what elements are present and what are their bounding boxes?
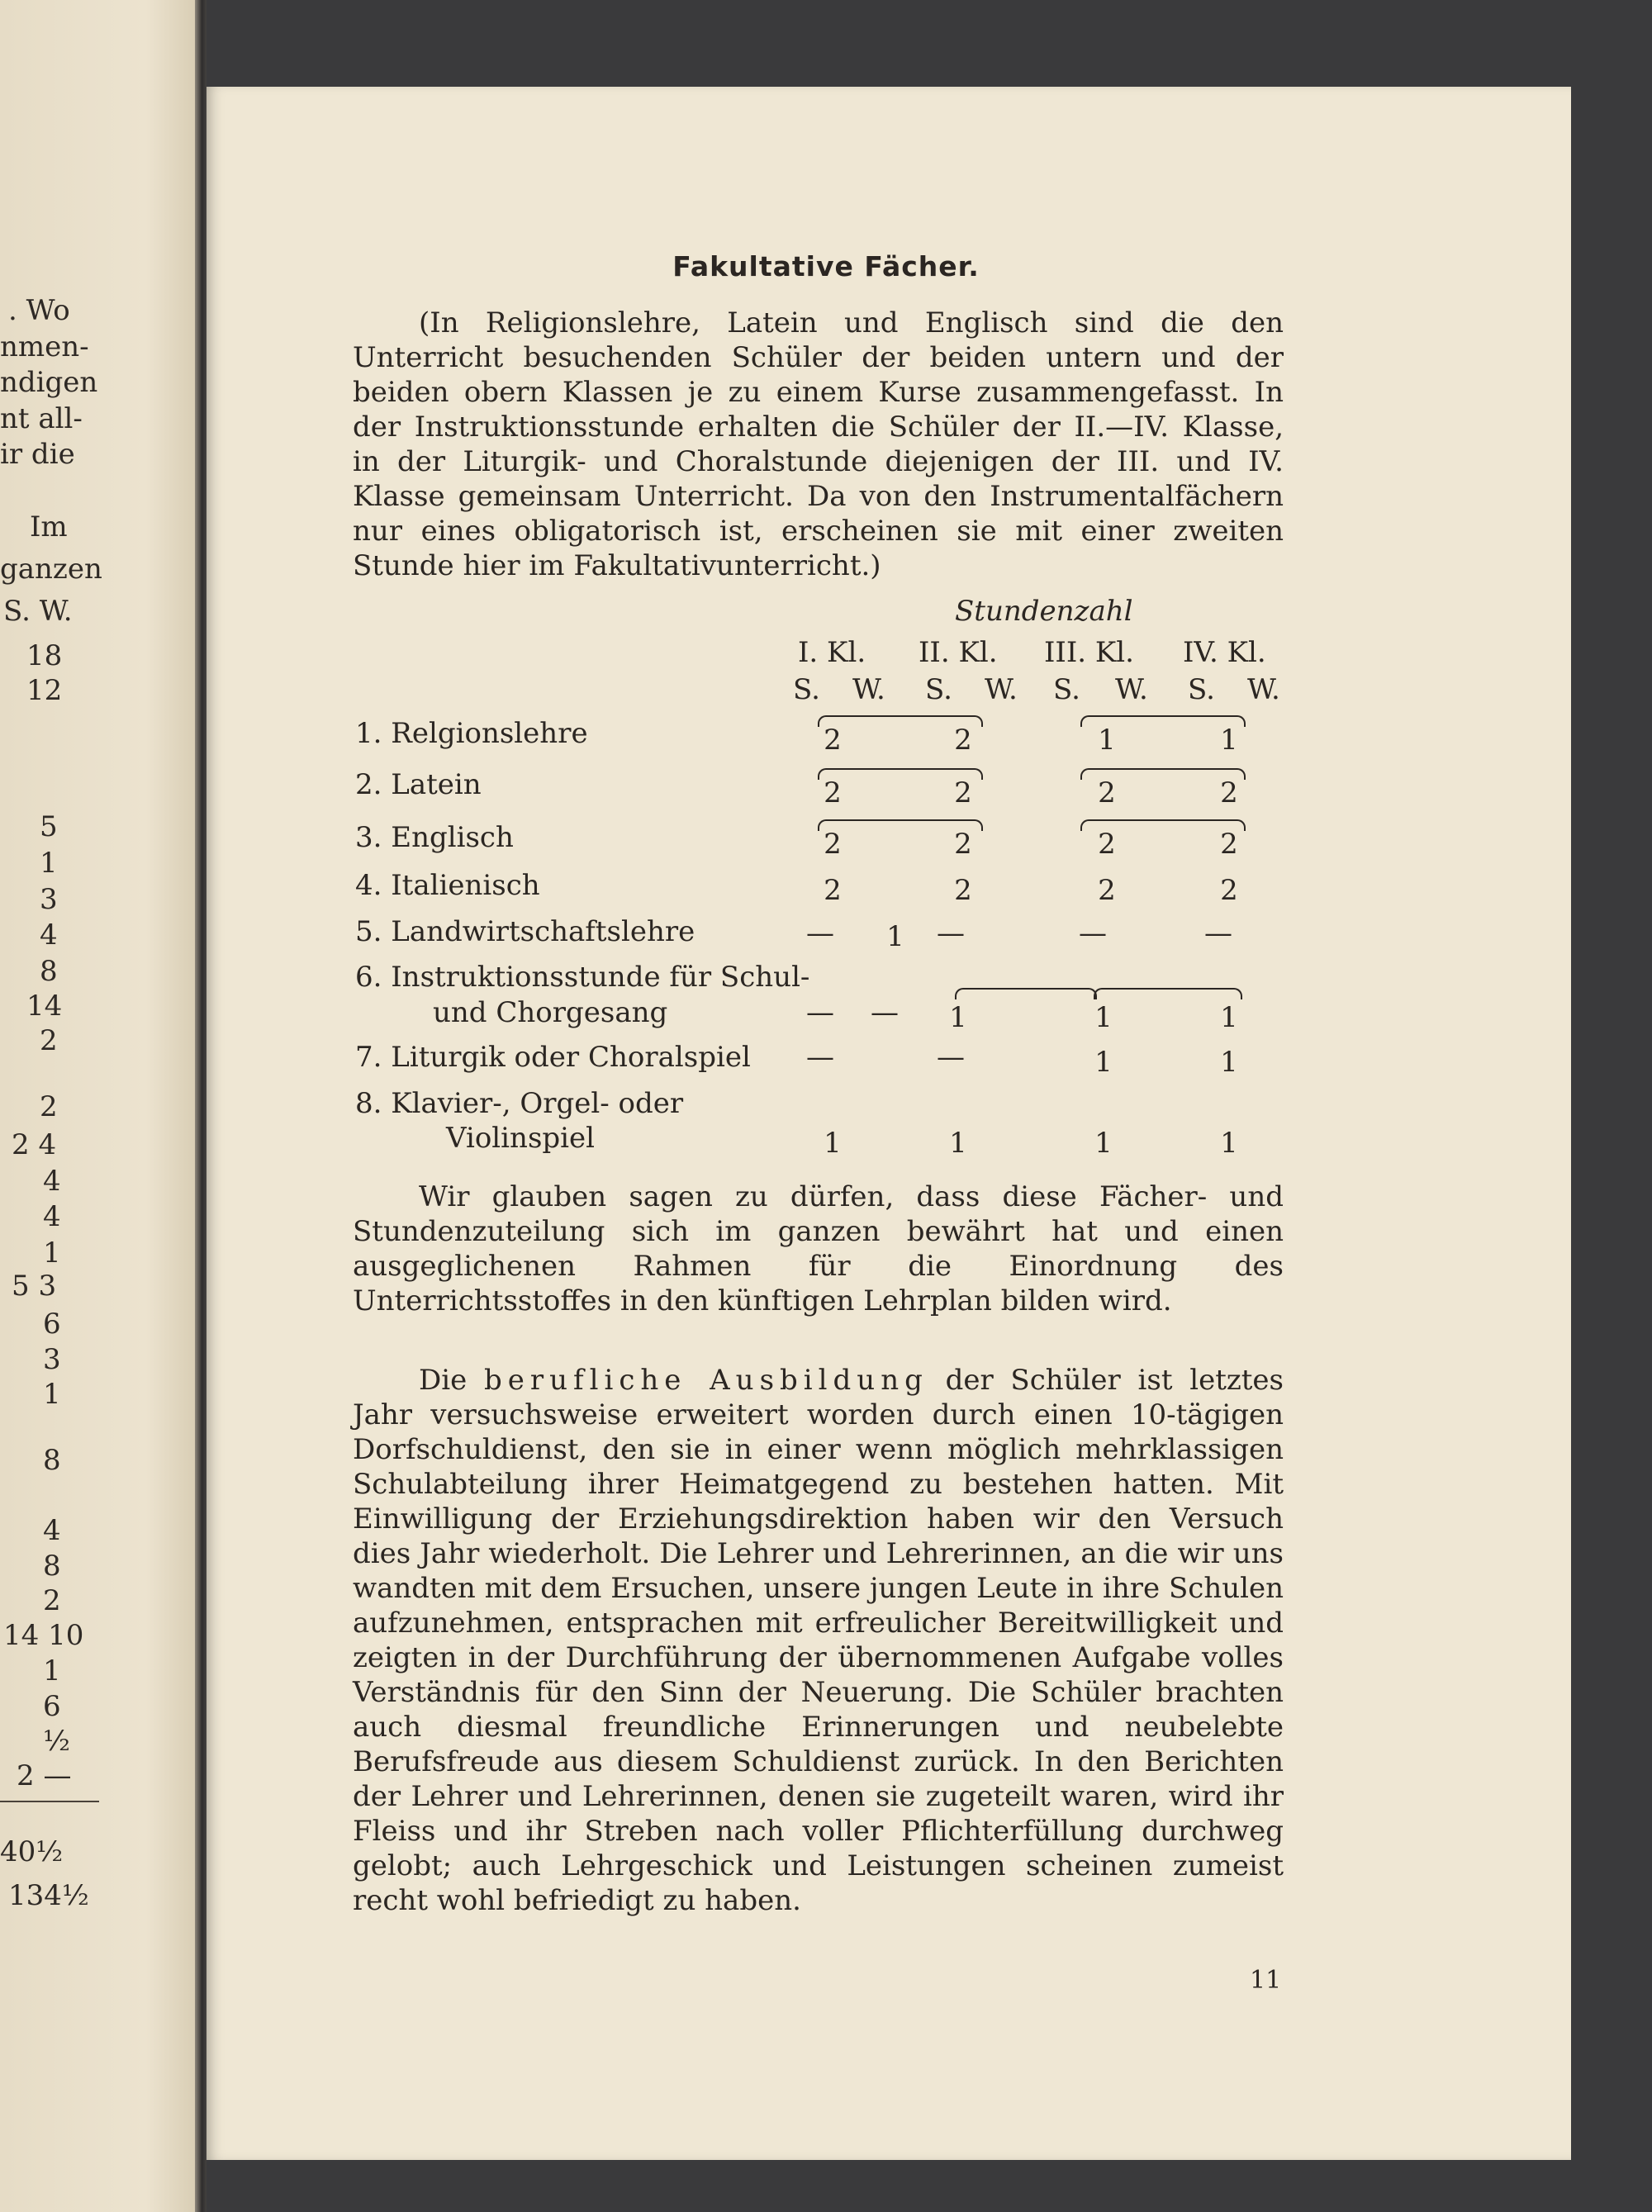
semester-header: W. <box>1115 673 1148 706</box>
left-text-line: nmen- <box>0 330 89 363</box>
left-text-line: 1 <box>43 1654 61 1687</box>
left-text-line: ir die <box>0 438 75 471</box>
left-text-line: 4 <box>43 1514 61 1547</box>
left-text-line: 4 <box>43 1200 61 1233</box>
subject-label: 3. Englisch <box>355 821 514 854</box>
left-text-line: Im <box>30 510 68 544</box>
hours-value: 2 <box>824 776 842 809</box>
left-text-line: ½ <box>43 1725 70 1758</box>
hours-value: — <box>1079 917 1107 950</box>
intro-paragraph <box>353 306 1284 583</box>
training-paragraph <box>353 1363 1284 1918</box>
left-text-line: 4 <box>40 919 58 952</box>
left-page-fragment <box>0 0 195 2212</box>
left-text-line: 2 4 <box>12 1128 57 1161</box>
left-text-line: 2 — <box>17 1759 72 1792</box>
left-text-line: 12 <box>26 674 63 707</box>
hours-value: 1 <box>1220 1001 1238 1034</box>
subject-label: 4. Italienisch <box>355 869 540 902</box>
hours-value: 1 <box>1094 1127 1113 1160</box>
hours-value: 2 <box>824 724 842 757</box>
left-text-line: 14 10 <box>3 1619 84 1652</box>
left-text-line: 8 <box>43 1444 61 1477</box>
hours-value: 1 <box>1220 724 1238 757</box>
semester-header: W. <box>1247 673 1280 706</box>
hours-value: 1 <box>824 1127 842 1160</box>
class-header: III. Kl. <box>1044 636 1134 669</box>
left-text-line: nt all- <box>0 402 83 435</box>
hours-value: — <box>937 917 965 950</box>
left-text-line: 40½ <box>0 1835 64 1868</box>
semester-header: W. <box>985 673 1018 706</box>
left-text-line: 1 <box>43 1237 61 1270</box>
semester-header: S. <box>793 673 820 706</box>
spaced-emphasis: berufliche Ausbildung <box>483 1364 928 1397</box>
hours-value: 1 <box>1220 1046 1238 1079</box>
hours-value: 2 <box>824 874 842 907</box>
hours-value: 2 <box>1220 776 1238 809</box>
hours-value: 2 <box>1220 828 1238 861</box>
hours-value: 2 <box>954 828 972 861</box>
hours-value: 2 <box>1220 874 1238 907</box>
left-text-line: 8 <box>43 1550 61 1583</box>
hours-value: 1 <box>886 920 904 953</box>
left-text-line: 6 <box>43 1690 61 1723</box>
hours-value: — <box>871 996 899 1029</box>
hours-value: — <box>806 1041 834 1074</box>
hours-value: 1 <box>1220 1127 1238 1160</box>
semester-header: S. <box>1053 673 1080 706</box>
left-text-line: 1 <box>43 1378 61 1411</box>
hours-value: 2 <box>1098 828 1116 861</box>
semester-header: S. <box>1188 673 1215 706</box>
hours-value: 1 <box>949 1127 967 1160</box>
sum-rule <box>0 1801 99 1802</box>
class-header: I. Kl. <box>798 636 866 669</box>
left-text-line: ganzen <box>0 553 102 586</box>
left-text-line: 3 <box>40 883 58 916</box>
hours-value: — <box>806 996 834 1029</box>
hours-value: 2 <box>824 828 842 861</box>
training-start: Die <box>419 1364 468 1397</box>
subject-label: 2. Latein <box>355 768 482 801</box>
semester-header: S. <box>925 673 952 706</box>
left-text-line: 4 <box>43 1165 61 1198</box>
left-text-line: 6 <box>43 1308 61 1341</box>
hours-value: — <box>1204 917 1232 950</box>
training-text: der Schüler ist letztes Jahr versuchsweise erweitert worden durch einen 10-tägigen Dorfschuldienst, den sie in einer wenn möglich mehrklassigen Schulabteilung ihrer Heimatgegend zu bestehen hatten. Mit Einwilligung der Erziehungsdirektion haben wir den Versuch dies Jahr wiederholt. Die Lehrer und Lehrerinnen, an die wir uns wandten mit dem Ersuchen, unsere jungen Leute in ihre Schulen aufzunehmen, entsprachen mit erfreulicher Bereitwilligkeit und zeigten in der Durchführung der übernommenen Aufgabe volles Verständnis für den Sinn der Neuerung. Die Schüler brachten auch diesmal freundliche Erinnerungen und neubelebte Berufsfreude aus diesem Schuldienst zurück. In den Berichten der Lehrer und Lehrerinnen, denen sie zugeteilt waren, wird ihr Fleiss und ihr Streben nach voller Pflichterfüllung durchweg gelobt; auch Lehrgeschick und Leistungen scheinen zumeist recht wohl befriedigt zu haben. <box>353 1364 1284 1917</box>
summary-paragraph <box>353 1180 1284 1318</box>
left-text-line: 2 <box>40 1024 58 1057</box>
left-text-line: 1 <box>40 847 58 880</box>
page-number: 11 <box>1250 1966 1282 1995</box>
summary-text: Wir glauben sagen zu dürfen, dass diese Fächer- und Stundenzuteilung sich im ganzen bewährt hat und einen ausgeglichenen Rahmen für die Einordnung des Unterrichtsstoffes in den künftigen Lehrplan bilden wird. <box>353 1180 1284 1317</box>
hours-value: 1 <box>1094 1046 1113 1079</box>
hours-value: 2 <box>954 776 972 809</box>
semester-header: W. <box>852 673 885 706</box>
hours-value: 2 <box>1098 776 1116 809</box>
subject-label: 8. Klavier-, Orgel- oder <box>355 1087 684 1120</box>
subject-label: 1. Relgionslehre <box>355 717 588 750</box>
subject-label: Violinspiel <box>446 1122 596 1155</box>
class-header: II. Kl. <box>919 636 998 669</box>
left-text-line: 5 3 <box>12 1270 57 1303</box>
left-text-line: 2 <box>43 1584 61 1617</box>
hours-value: — <box>937 1041 965 1074</box>
left-text-line: S. W. <box>3 595 73 628</box>
class-header: IV. Kl. <box>1183 636 1266 669</box>
table-caption: Stundenzahl <box>955 595 1133 628</box>
hours-value: 1 <box>1098 724 1116 757</box>
left-text-line: 134½ <box>8 1879 89 1912</box>
left-text-line: 3 <box>43 1343 61 1376</box>
left-text-line: 18 <box>26 639 63 672</box>
left-text-line: . Wo <box>8 294 70 327</box>
subject-label: und Chorgesang <box>433 996 668 1029</box>
left-text-line: 2 <box>40 1090 58 1123</box>
page-heading: Fakultative Fächer. <box>672 250 980 282</box>
left-text-line: 5 <box>40 810 58 843</box>
subject-label: 5. Landwirtschaftslehre <box>355 915 695 948</box>
subject-label: 6. Instruktionsstunde für Schul- <box>355 961 810 994</box>
intro-text: (In Religionslehre, Latein und Englisch sind die den Unterricht besuchenden Schüler der beiden untern und der beiden obern Klassen je zu einem Kurse zusammengefasst. In der Instruktionsstunde erhalten die Schüler der II.—IV. Klasse, in der Liturgik- und Choralstunde diejenigen der III. und IV. Klasse gemeinsam Unterricht. Da von den Instrumentalfächern nur eines obligatorisch ist, erscheinen sie mit einer zweiten Stunde hier im Fakultativunterricht.) <box>353 306 1284 582</box>
hours-value: 2 <box>954 724 972 757</box>
subject-label: 7. Liturgik oder Choralspiel <box>355 1041 751 1074</box>
hours-value: — <box>806 917 834 950</box>
bracket-grouping <box>955 988 1097 999</box>
left-text-line: 8 <box>40 955 58 988</box>
left-text-line: ndigen <box>0 366 98 399</box>
hours-value: 1 <box>949 1001 967 1034</box>
bracket-grouping <box>1094 988 1242 999</box>
hours-value: 2 <box>1098 874 1116 907</box>
left-text-line: 14 <box>26 990 63 1023</box>
hours-value: 1 <box>1094 1001 1113 1034</box>
hours-value: 2 <box>954 874 972 907</box>
book-gutter <box>195 0 206 2212</box>
